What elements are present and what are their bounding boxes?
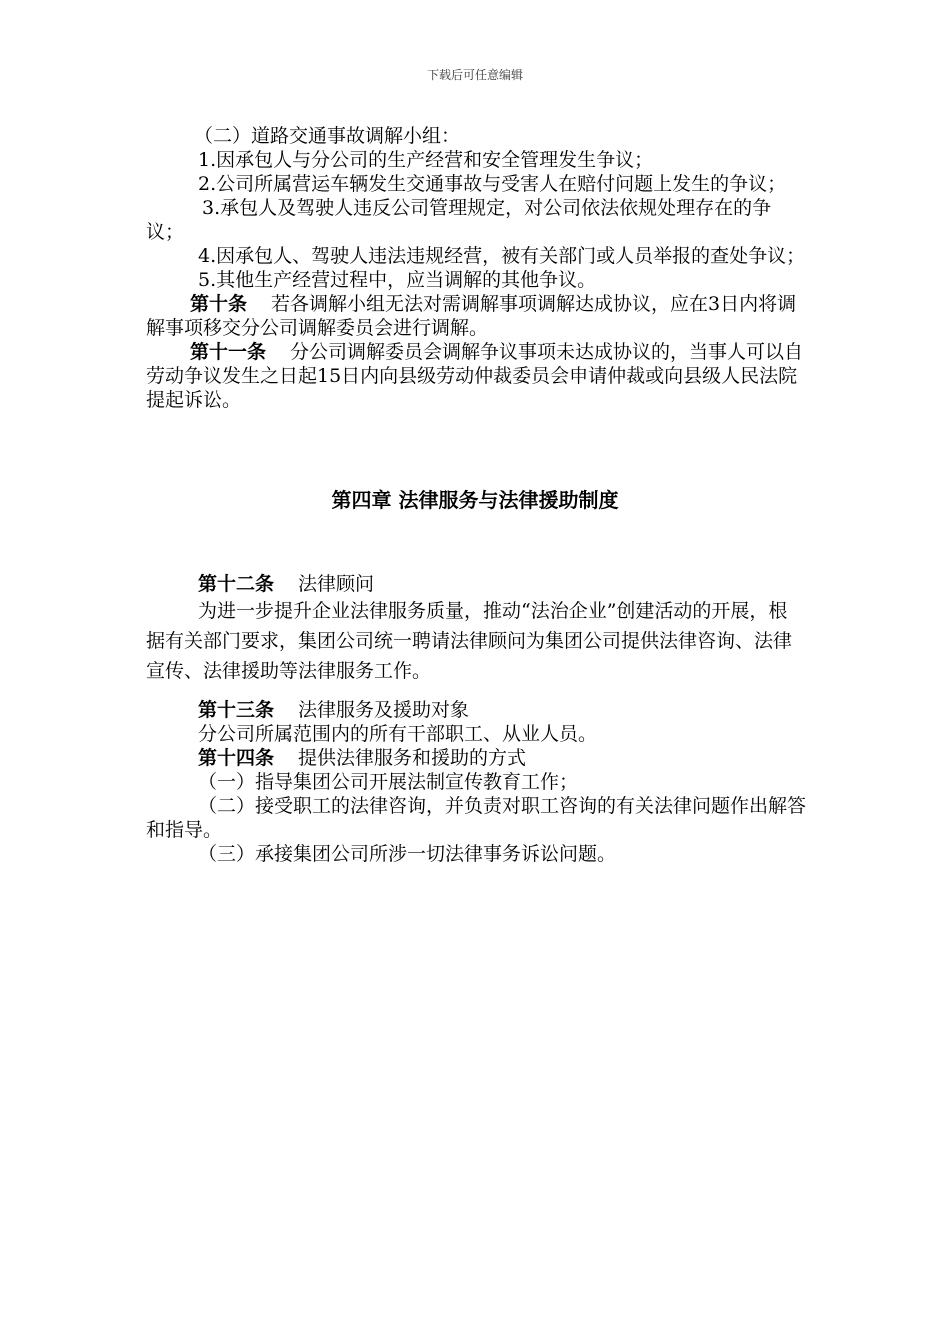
article-10-label: 第十条	[190, 293, 248, 315]
article-10	[146, 292, 806, 340]
article-14-title: 提供法律服务和援助的方式	[298, 747, 527, 769]
article-11-text: 分公司调解委员会调解争议事项未达成协议的，当事人可以自劳动争议发生之日起15日内向县级劳动仲裁委员会申请仲裁或向县级人民法院提起诉讼。	[146, 341, 804, 411]
article-11-label: 第十一条	[190, 341, 267, 363]
list-item: （二）接受职工的法律咨询，并负责对职工咨询的有关法律问题作出解答和指导。	[146, 795, 807, 841]
article-14-label: 第十四条	[198, 747, 275, 769]
article-10-text: 若各调解小组无法对需调解事项调解达成协议，应在3日内将调解事项移交分公司调解委员会进行调解。	[146, 293, 797, 339]
list-item: 1.因承包人与分公司的生产经营和安全管理发生争议；	[198, 149, 654, 171]
article-12-title: 法律顾问	[298, 573, 375, 595]
list-item: （三）承接集团公司所涉一切法律事务诉讼问题。	[198, 843, 617, 865]
chapter-title: 第四章 法律服务与法律援助制度	[331, 488, 619, 512]
article-12-heading	[146, 572, 806, 596]
list-item: 2.公司所属营运车辆发生交通事故与受害人在赔付问题上发生的争议；	[198, 173, 787, 195]
page-header-note: 下载后可任意编辑	[426, 68, 523, 82]
list-item: 3.承包人及驾驶人违反公司管理规定，对公司依法依规处理存在的争议；	[146, 197, 772, 243]
article-13-heading	[146, 698, 806, 722]
list-item: （一）指导集团公司开展法制宣传教育工作；	[198, 771, 579, 793]
article-13-text: 分公司所属范围内的所有干部职工、从业人员。	[198, 723, 598, 745]
list-item: 5.其他生产经营过程中，应当调解的其他争议。	[198, 269, 597, 291]
article-13-title: 法律服务及援助对象	[298, 699, 470, 721]
article-12-label: 第十二条	[198, 573, 275, 595]
section-mediation-groups	[146, 124, 806, 412]
list-item: 4.因承包人、驾驶人违法违规经营，被有关部门或人员举报的查处争议；	[198, 245, 806, 267]
article-14-heading	[146, 746, 806, 770]
article-13-label: 第十三条	[198, 699, 275, 721]
article-12-text: 为进一步提升企业法律服务质量，推动“法治企业”创建活动的开展，根据有关部门要求，集团公司统一聘请法律顾问为集团公司提供法律咨询、法律宣传、法律援助等法律服务工作。	[146, 600, 793, 682]
group-title: （二）道路交通事故调解小组：	[194, 125, 461, 147]
article-11	[146, 340, 806, 412]
section-legal-services	[146, 572, 806, 866]
